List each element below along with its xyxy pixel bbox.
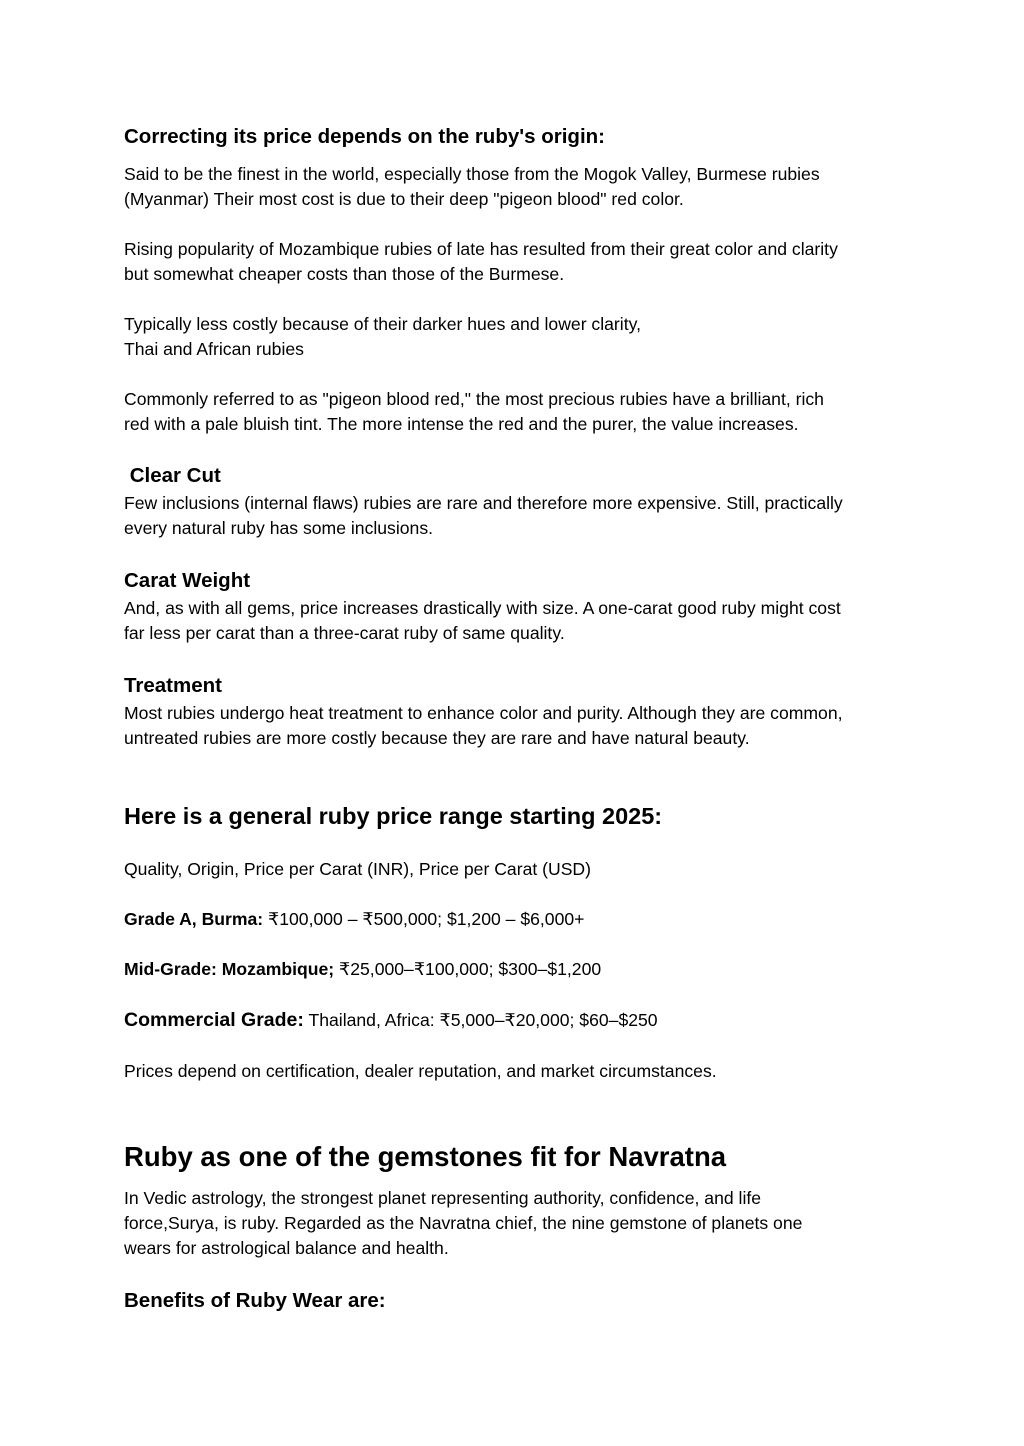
treatment-text: Most rubies undergo heat treatment to enhance color and purity. Although they are common, untreated rubies are more costly because they are rare and have natural beauty. <box>124 703 843 748</box>
origin-heading: Correcting its price depends on the ruby's origin: <box>124 125 605 148</box>
price-row-value: Thailand, Africa: ₹5,000–₹20,000; $60–$250 <box>303 1010 658 1030</box>
origin-paragraph-mozambique: Rising popularity of Mozambique rubies of late has resulted from their great color and clarity but somewhat cheaper costs than those of the Burmese. <box>124 239 838 284</box>
price-row-label: Grade A, Burma: <box>124 909 264 929</box>
price-row-label: Mid-Grade: Mozambique; <box>124 959 335 979</box>
price-row-value: ₹100,000 – ₹500,000; $1,200 – $6,000+ <box>263 909 585 929</box>
navratna-text: In Vedic astrology, the strongest planet representing authority, confidence, and life force,Surya, is ruby. Regarded as the Navratna chief, the nine gemstone of planets one wears for astrological balance and health. <box>124 1188 803 1258</box>
origin-paragraph-pigeon-blood: Commonly referred to as "pigeon blood red," the most precious rubies have a brilliant, rich red with a pale bluish tint. The more intense the red and the purer, the value increases. <box>124 389 824 434</box>
carat-weight-heading: Carat Weight <box>124 569 251 592</box>
price-row-commercial <box>124 1008 904 1033</box>
price-columns-line: Quality, Origin, Price per Carat (INR), Price per Carat (USD) <box>124 859 591 879</box>
price-row-value: ₹25,000–₹100,000; $300–$1,200 <box>334 959 602 979</box>
price-note: Prices depend on certification, dealer reputation, and market circumstances. <box>124 1061 717 1081</box>
price-row-grade-a <box>124 907 904 932</box>
price-row-label: Commercial Grade: <box>124 1009 304 1031</box>
origin-paragraph-thai-african: Typically less costly because of their darker hues and lower clarity, Thai and African rubies <box>124 314 641 359</box>
navratna-heading: Ruby as one of the gemstones fit for Navratna <box>124 1141 727 1172</box>
clear-cut-text: Few inclusions (internal flaws) rubies are rare and therefore more expensive. Still, practically every natural ruby has some inclusions. <box>124 493 843 538</box>
origin-paragraph-burmese: Said to be the finest in the world, especially those from the Mogok Valley, Burmese rubies (Myanmar) Their most cost is due to their deep "pigeon blood" red color. <box>124 164 820 209</box>
price-range-heading: Here is a general ruby price range starting 2025: <box>124 803 663 829</box>
price-row-mid-grade <box>124 957 904 982</box>
treatment-heading: Treatment <box>124 674 222 697</box>
benefits-heading: Benefits of Ruby Wear are: <box>124 1289 386 1312</box>
clear-cut-heading: Clear Cut <box>124 464 221 487</box>
carat-weight-text: And, as with all gems, price increases drastically with size. A one-carat good ruby might cost far less per carat than a three-carat ruby of same quality. <box>124 598 841 643</box>
